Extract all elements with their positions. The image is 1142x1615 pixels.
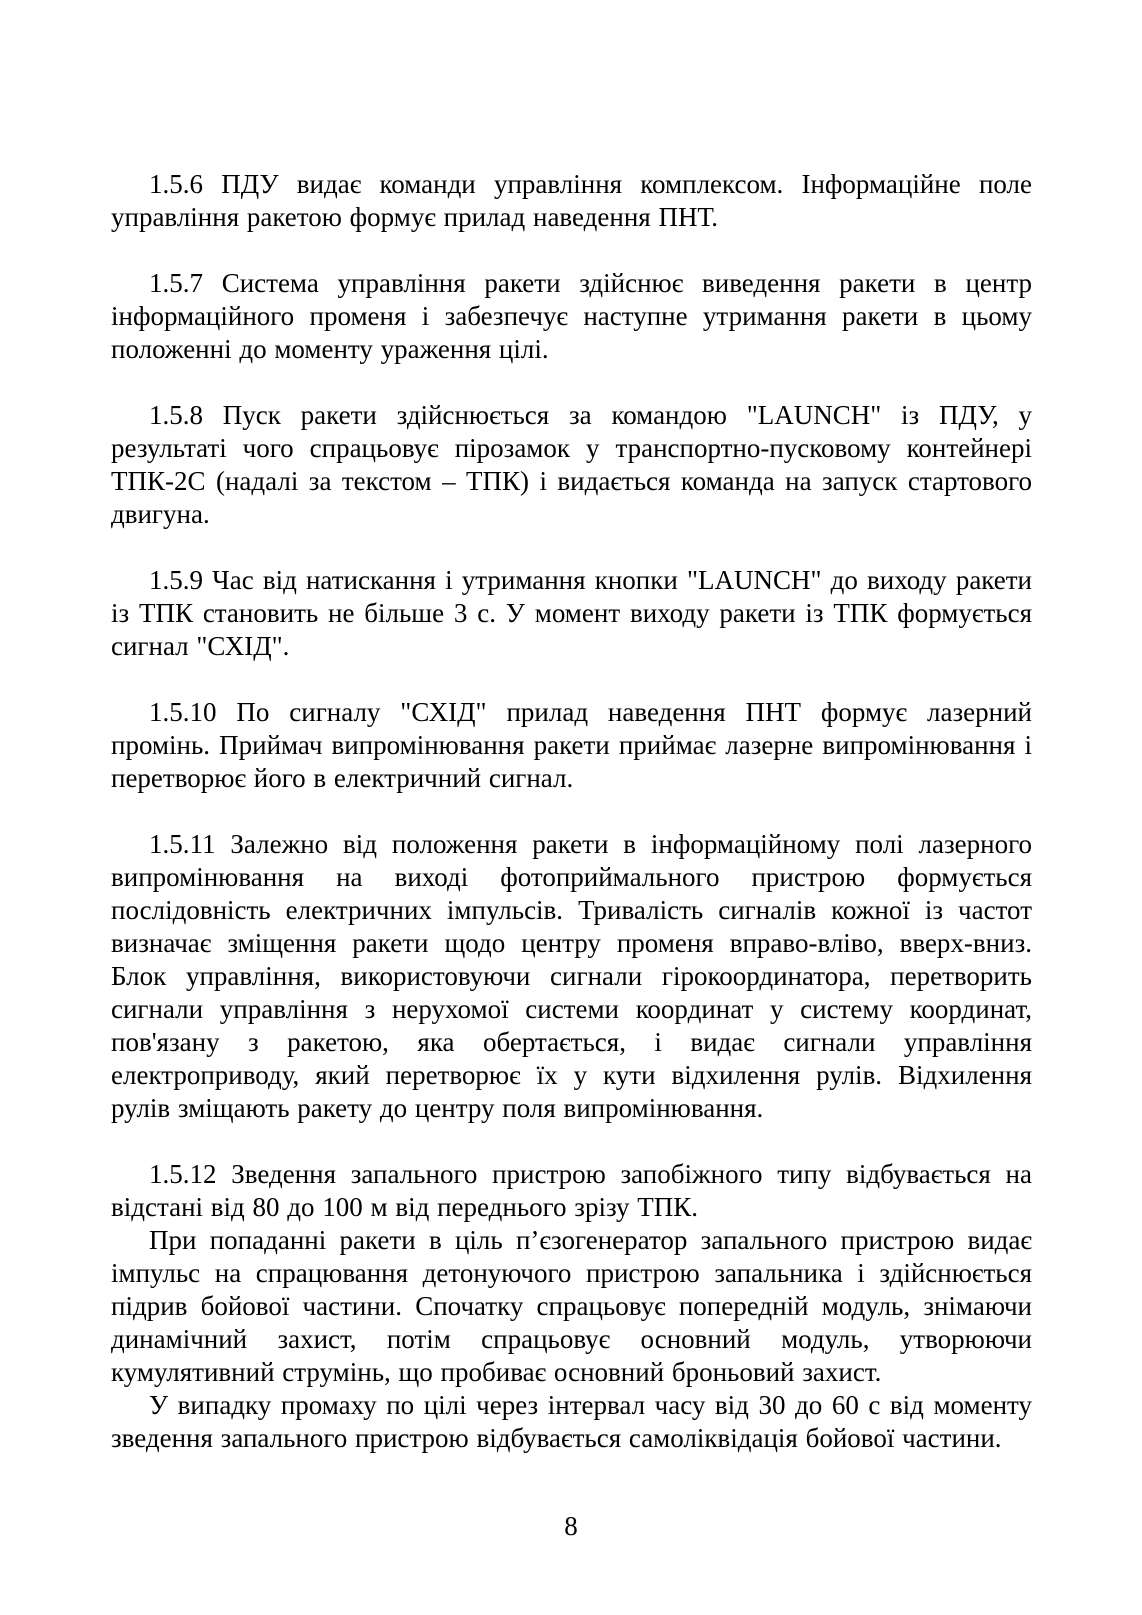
- paragraph-1-5-8: 1.5.8 Пуск ракети здійснюється за командою "LAUNCH" із ПДУ, у результаті чого спрацьовує пірозамок у транспортно-пусковому контейнері ТПК-2С (надалі за текстом – ТПК) і видається команда на запуск стартового двигуна.: [111, 400, 1032, 529]
- paragraph-1-5-11: 1.5.11 Залежно від положення ракети в інформаційному полі лазерного випромінювання на виході фотоприймального пристрою формується послідовність електричних імпульсів. Тривалість сигналів кожної із частот визначає зміщення ракети щодо центру променя вправо-вліво, вверх-вниз. Блок управління, використовуючи сигнали гірокоординатора, перетворить сигнали управління з нерухомої системи координат у систему координат, пов'язану з ракетою, яка обертається, і видає сигнали управління електроприводу, який перетворює їх у кути відхилення рулів. Відхилення рулів зміщають ракету до центру поля випромінювання.: [111, 829, 1032, 1123]
- page-number: 8: [564, 1511, 578, 1541]
- paragraph-1-5-12-continuation-2: У випадку промаху по цілі через інтервал часу від 30 до 60 с від моменту зведення запального пристрою відбувається самоліквідація бойової частини.: [111, 1390, 1032, 1453]
- paragraph-1-5-7: 1.5.7 Система управління ракети здійснює виведення ракети в центр інформаційного променя і забезпечує наступне утримання ракети в цьому положенні до моменту ураження цілі.: [111, 268, 1032, 364]
- paragraph-1-5-10: 1.5.10 По сигналу "СХІД" прилад наведення ПНТ формує лазерний промінь. Приймач випромінювання ракети приймає лазерне випромінювання і перетворює його в електричний сигнал.: [111, 697, 1032, 793]
- paragraph-1-5-12-continuation-1: При попаданні ракети в ціль п’єзогенератор запального пристрою видає імпульс на спрацювання детонуючого пристрою запальника і здійснюється підрив бойової частини. Спочатку спрацьовує попередній модуль, знімаючи динамічний захист, потім спрацьовує основний модуль, утворюючи кумулятивний струмінь, що пробиває основний броньовий захист.: [111, 1225, 1032, 1387]
- paragraph-1-5-6: 1.5.6 ПДУ видає команди управління комплексом. Інформаційне поле управління ракетою формує прилад наведення ПНТ.: [111, 169, 1032, 232]
- paragraph-1-5-9: 1.5.9 Час від натискання і утримання кнопки "LAUNCH" до виходу ракети із ТПК становить не більше 3 с. У момент виходу ракети із ТПК формується сигнал "СХІД".: [111, 565, 1032, 661]
- paragraph-1-5-12: 1.5.12 Зведення запального пристрою запобіжного типу відбувається на відстані від 80 до 100 м від переднього зрізу ТПК.: [111, 1159, 1032, 1222]
